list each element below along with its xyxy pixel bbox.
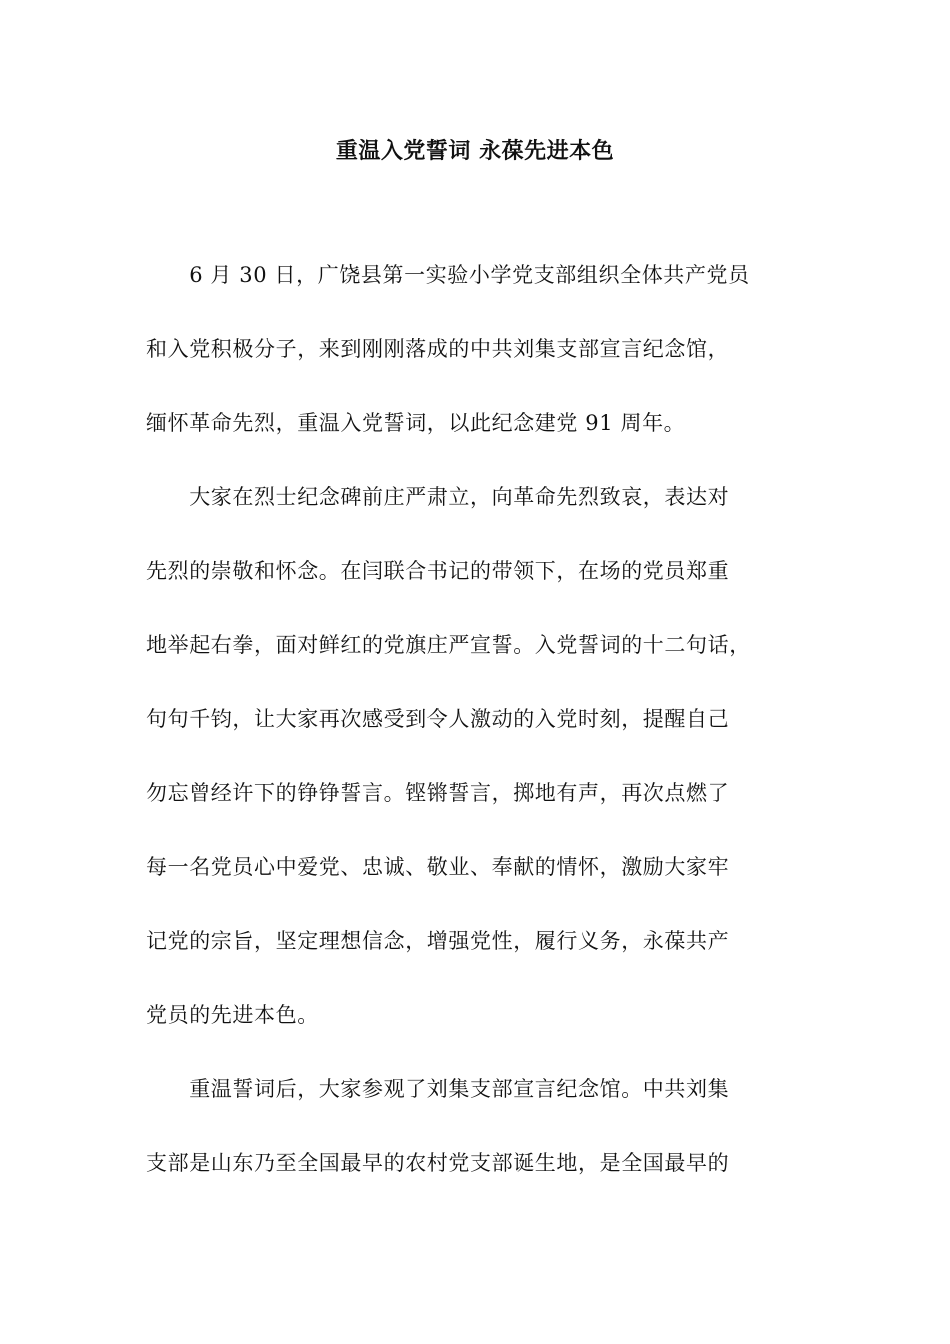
- body-line: 支部是山东乃至全国最早的农村党支部诞生地，是全国最早的: [146, 1151, 730, 1175]
- body-line: 和入党积极分子，来到刚刚落成的中共刘集支部宣言纪念馆，: [146, 337, 730, 361]
- body-line: 记党的宗旨，坚定理想信念，增强党性，履行义务，永葆共产: [146, 929, 730, 953]
- body-line: 重温誓词后，大家参观了刘集支部宣言纪念馆。中共刘集: [146, 1077, 730, 1101]
- body-line: 党员的先进本色。: [146, 1003, 319, 1027]
- body-line: 每一名党员心中爱党、忠诚、敬业、奉献的情怀，激励大家牢: [146, 855, 730, 879]
- body-line: 地举起右拳，面对鲜红的党旗庄严宣誓。入党誓词的十二句话，: [146, 633, 751, 657]
- body-line: 大家在烈士纪念碑前庄严肃立，向革命先烈致哀，表达对: [146, 485, 730, 509]
- body-line: 先烈的崇敬和怀念。在闫联合书记的带领下，在场的党员郑重: [146, 559, 730, 583]
- body-line: 缅怀革命先烈，重温入党誓词，以此纪念建党 91 周年。: [146, 411, 686, 435]
- document-body: [146, 255, 826, 1217]
- body-line: 勿忘曾经许下的铮铮誓言。铿锵誓言，掷地有声，再次点燃了: [146, 781, 730, 805]
- document-title: 重温入党誓词 永葆先进本色: [335, 139, 615, 164]
- body-line: 句句千钧，让大家再次感受到令人激动的入党时刻，提醒自己: [146, 707, 730, 731]
- body-line: 6 月 30 日，广饶县第一实验小学党支部组织全体共产党员: [146, 263, 750, 287]
